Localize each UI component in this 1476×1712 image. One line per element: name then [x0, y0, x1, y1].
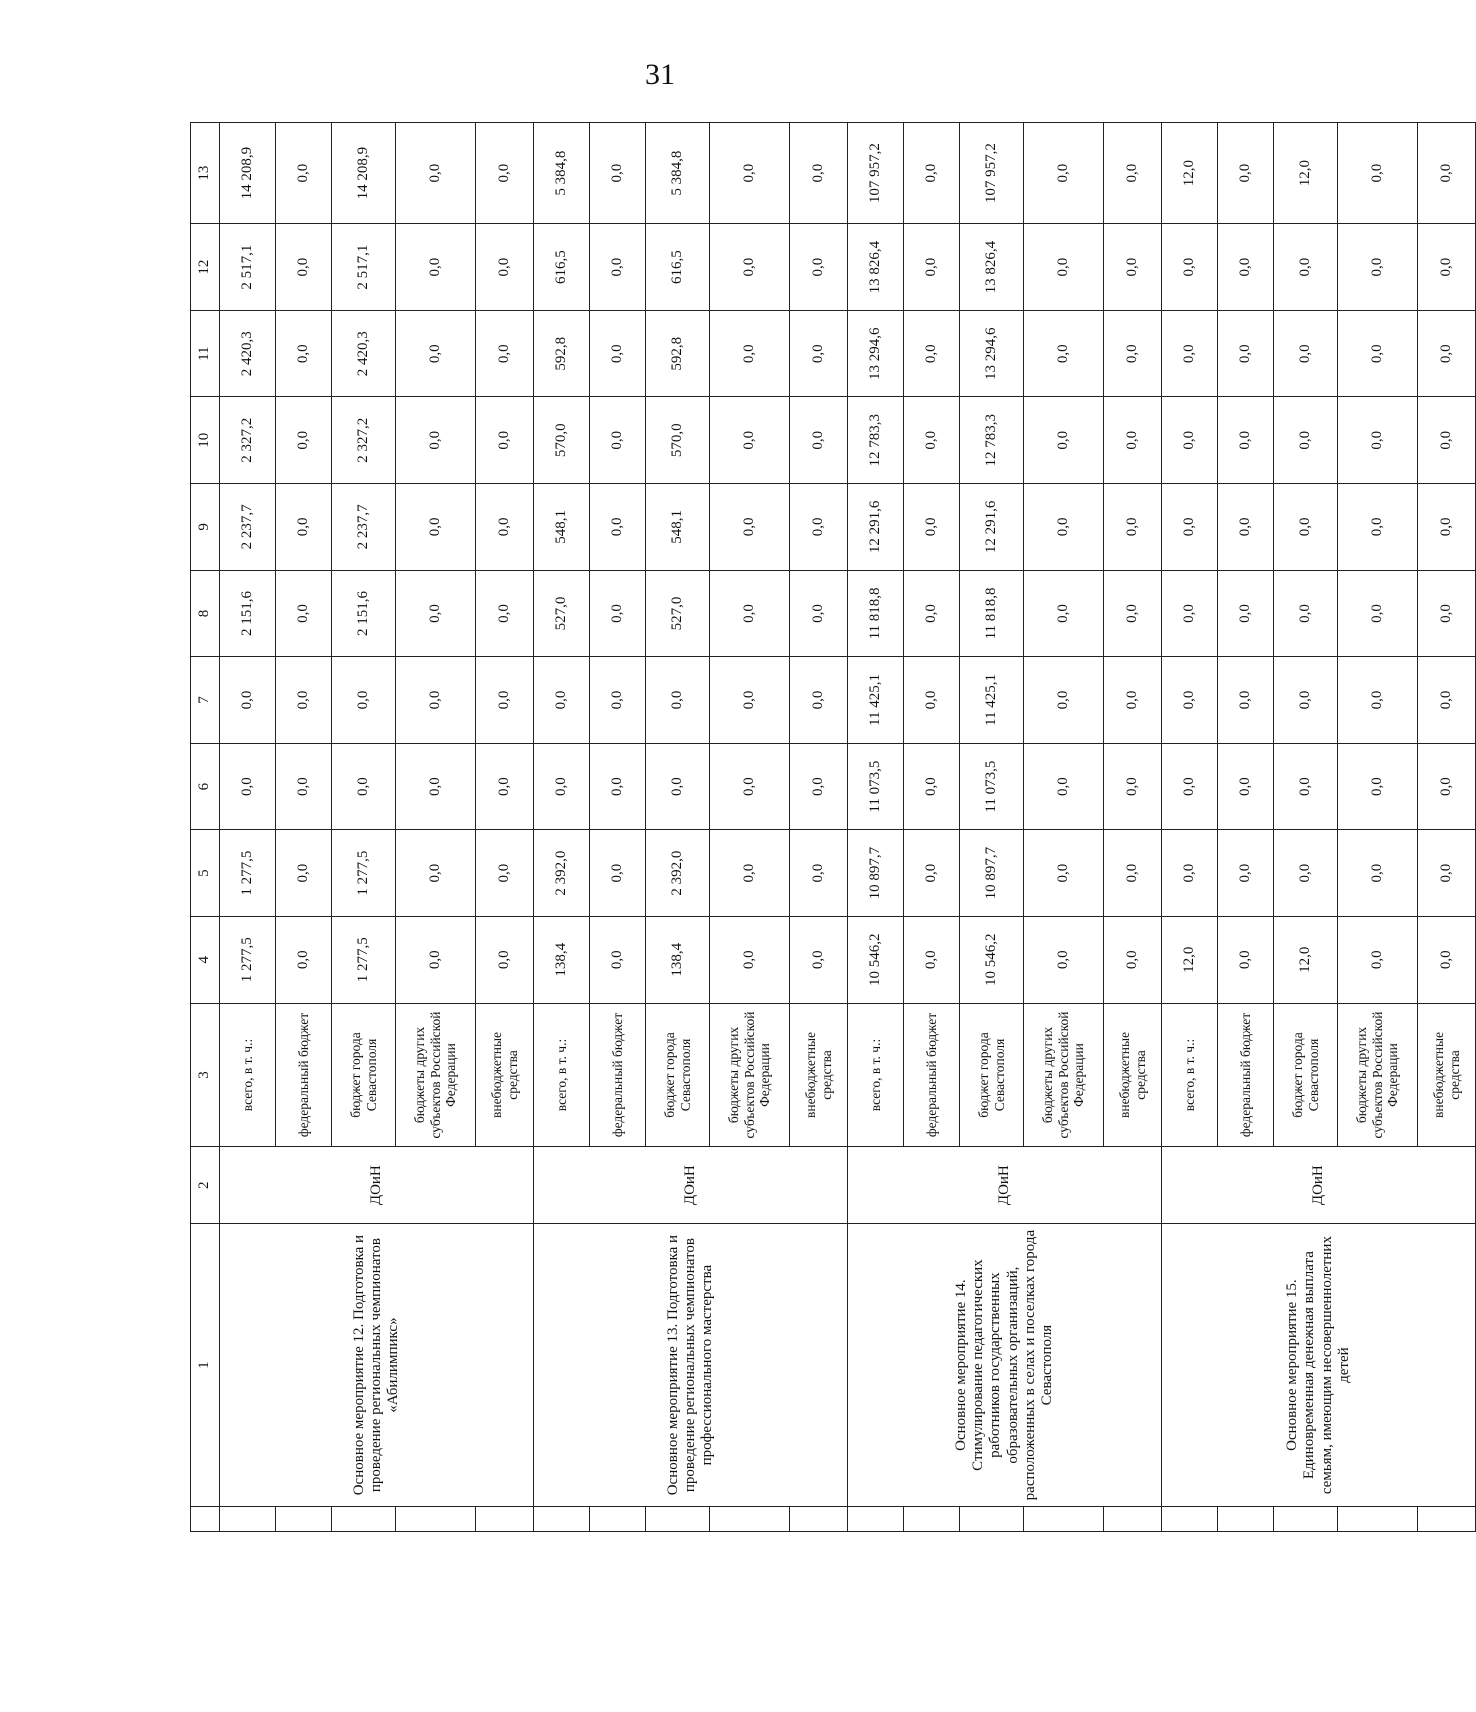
value-cell: 0,0 [1162, 484, 1218, 571]
value-cell: 616,5 [646, 224, 710, 311]
value-cell: 0,0 [1218, 224, 1274, 311]
value-cell: 0,0 [396, 224, 476, 311]
value-cell: 0,0 [396, 397, 476, 484]
column-number-row [191, 123, 220, 1532]
value-cell: 12 783,3 [960, 397, 1024, 484]
value-cell: 0,0 [1418, 916, 1476, 1003]
activity-title-cell: Основное мероприятие 14. Стимулирование педагогических работников государственных образовательных организаций, расположенных в селах и поселках города Севастополя [848, 1223, 1162, 1506]
value-cell: 2 237,7 [220, 484, 276, 571]
column-number-cell: 9 [191, 484, 220, 571]
value-cell: 0,0 [476, 224, 534, 311]
value-cell: 12 291,6 [960, 484, 1024, 571]
value-cell: 0,0 [220, 657, 276, 744]
value-cell: 0,0 [1338, 123, 1418, 224]
value-cell: 0,0 [646, 743, 710, 830]
value-cell: 12,0 [1274, 916, 1338, 1003]
value-cell: 548,1 [534, 484, 590, 571]
table-body [191, 123, 1476, 1532]
funding-source-cell: всего, в т. ч.: [220, 1003, 276, 1147]
value-cell: 0,0 [1024, 570, 1104, 657]
value-cell: 0,0 [710, 830, 790, 917]
value-cell: 0,0 [790, 570, 848, 657]
value-cell: 11 818,8 [848, 570, 904, 657]
value-cell: 0,0 [1418, 310, 1476, 397]
blank-cell [1162, 1507, 1218, 1532]
table-row [220, 123, 276, 1532]
value-cell: 0,0 [220, 743, 276, 830]
value-cell: 0,0 [1274, 397, 1338, 484]
value-cell: 0,0 [904, 397, 960, 484]
value-cell: 11 818,8 [960, 570, 1024, 657]
funding-source-cell: федеральный бюджет [904, 1003, 960, 1147]
value-cell: 10 546,2 [848, 916, 904, 1003]
table-row [534, 123, 590, 1532]
column-number-cell: 2 [191, 1147, 220, 1223]
blank-cell [1024, 1507, 1104, 1532]
value-cell: 13 826,4 [848, 224, 904, 311]
column-number-cell: 7 [191, 657, 220, 744]
value-cell: 0,0 [1338, 484, 1418, 571]
value-cell: 0,0 [1418, 397, 1476, 484]
budget-table [190, 122, 1476, 1532]
blank-cell [790, 1507, 848, 1532]
value-cell: 0,0 [1338, 830, 1418, 917]
value-cell: 0,0 [534, 743, 590, 830]
value-cell: 0,0 [332, 743, 396, 830]
funding-source-cell: бюджет города Севастополя [646, 1003, 710, 1147]
value-cell: 0,0 [1024, 657, 1104, 744]
value-cell: 2 151,6 [332, 570, 396, 657]
value-cell: 138,4 [534, 916, 590, 1003]
value-cell: 13 294,6 [848, 310, 904, 397]
value-cell: 0,0 [1418, 570, 1476, 657]
value-cell: 11 425,1 [848, 657, 904, 744]
activity-title-cell: Основное мероприятие 12. Подготовка и проведение региональных чемпионатов «Абилимпикс» [220, 1223, 534, 1506]
value-cell: 14 208,9 [220, 123, 276, 224]
value-cell: 2 517,1 [220, 224, 276, 311]
column-number-cell: 12 [191, 224, 220, 311]
funding-source-cell: бюджет города Севастополя [960, 1003, 1024, 1147]
value-cell: 0,0 [1104, 916, 1162, 1003]
value-cell: 0,0 [1162, 397, 1218, 484]
value-cell: 2 327,2 [332, 397, 396, 484]
value-cell: 570,0 [646, 397, 710, 484]
value-cell: 0,0 [590, 397, 646, 484]
value-cell: 0,0 [276, 570, 332, 657]
funding-source-cell: бюджеты других субъектов Российской Федерации [396, 1003, 476, 1147]
blank-cell [534, 1507, 590, 1532]
value-cell: 0,0 [790, 830, 848, 917]
funding-source-cell: внебюджетные средства [1104, 1003, 1162, 1147]
value-cell: 0,0 [1274, 484, 1338, 571]
value-cell: 0,0 [1274, 657, 1338, 744]
column-number-cell [191, 1507, 220, 1532]
activity-title-cell: Основное мероприятие 13. Подготовка и проведение региональных чемпионатов профессионального мастерства [534, 1223, 848, 1506]
value-cell: 0,0 [1024, 310, 1104, 397]
value-cell: 0,0 [1338, 397, 1418, 484]
value-cell: 0,0 [646, 657, 710, 744]
column-number-cell: 5 [191, 830, 220, 917]
value-cell: 1 277,5 [332, 830, 396, 917]
value-cell: 1 277,5 [220, 830, 276, 917]
value-cell: 0,0 [1338, 657, 1418, 744]
column-number-cell: 8 [191, 570, 220, 657]
value-cell: 12 783,3 [848, 397, 904, 484]
value-cell: 0,0 [1338, 224, 1418, 311]
value-cell: 0,0 [476, 123, 534, 224]
value-cell: 0,0 [276, 484, 332, 571]
value-cell: 0,0 [790, 123, 848, 224]
value-cell: 12,0 [1162, 916, 1218, 1003]
value-cell: 570,0 [534, 397, 590, 484]
value-cell: 0,0 [590, 484, 646, 571]
executor-cell: ДОиН [534, 1147, 848, 1223]
blank-cell [276, 1507, 332, 1532]
value-cell: 0,0 [396, 123, 476, 224]
value-cell: 0,0 [476, 484, 534, 571]
value-cell: 2 420,3 [332, 310, 396, 397]
executor-cell: ДОиН [848, 1147, 1162, 1223]
value-cell: 0,0 [710, 484, 790, 571]
value-cell: 0,0 [1274, 743, 1338, 830]
funding-source-cell: бюджеты других субъектов Российской Федерации [1024, 1003, 1104, 1147]
blank-cell [476, 1507, 534, 1532]
value-cell: 0,0 [790, 310, 848, 397]
column-number-cell: 4 [191, 916, 220, 1003]
value-cell: 0,0 [904, 224, 960, 311]
value-cell: 2 151,6 [220, 570, 276, 657]
value-cell: 0,0 [904, 123, 960, 224]
value-cell: 0,0 [790, 224, 848, 311]
value-cell: 0,0 [1218, 743, 1274, 830]
value-cell: 0,0 [790, 743, 848, 830]
blank-cell [1218, 1507, 1274, 1532]
value-cell: 0,0 [476, 657, 534, 744]
value-cell: 0,0 [1162, 657, 1218, 744]
value-cell: 0,0 [1162, 310, 1218, 397]
funding-source-cell: всего, в т. ч.: [534, 1003, 590, 1147]
blank-cell [848, 1507, 904, 1532]
funding-source-cell: бюджеты других субъектов Российской Федерации [710, 1003, 790, 1147]
value-cell: 11 073,5 [960, 743, 1024, 830]
value-cell: 2 420,3 [220, 310, 276, 397]
value-cell: 0,0 [396, 830, 476, 917]
funding-source-cell: бюджет города Севастополя [1274, 1003, 1338, 1147]
value-cell: 0,0 [476, 310, 534, 397]
value-cell: 0,0 [276, 310, 332, 397]
value-cell: 11 425,1 [960, 657, 1024, 744]
column-number-cell: 1 [191, 1223, 220, 1506]
value-cell: 0,0 [590, 570, 646, 657]
value-cell: 0,0 [1218, 310, 1274, 397]
blank-cell [1338, 1507, 1418, 1532]
value-cell: 0,0 [1338, 310, 1418, 397]
value-cell: 0,0 [710, 570, 790, 657]
value-cell: 0,0 [1274, 830, 1338, 917]
value-cell: 0,0 [904, 830, 960, 917]
value-cell: 0,0 [1418, 224, 1476, 311]
value-cell: 0,0 [710, 743, 790, 830]
funding-source-cell: внебюджетные средства [476, 1003, 534, 1147]
value-cell: 0,0 [1418, 657, 1476, 744]
value-cell: 107 957,2 [960, 123, 1024, 224]
blank-cell [220, 1507, 276, 1532]
value-cell: 0,0 [790, 484, 848, 571]
value-cell: 0,0 [1218, 397, 1274, 484]
funding-source-cell: федеральный бюджет [590, 1003, 646, 1147]
value-cell: 0,0 [1218, 123, 1274, 224]
blank-cell [1104, 1507, 1162, 1532]
funding-source-cell: всего, в т. ч.: [1162, 1003, 1218, 1147]
value-cell: 0,0 [476, 397, 534, 484]
funding-source-cell: внебюджетные средства [1418, 1003, 1476, 1147]
value-cell: 0,0 [1024, 484, 1104, 571]
value-cell: 0,0 [904, 743, 960, 830]
value-cell: 0,0 [276, 123, 332, 224]
value-cell: 0,0 [534, 657, 590, 744]
value-cell: 0,0 [904, 570, 960, 657]
value-cell: 0,0 [904, 916, 960, 1003]
value-cell: 13 826,4 [960, 224, 1024, 311]
value-cell: 0,0 [396, 570, 476, 657]
value-cell: 10 897,7 [960, 830, 1024, 917]
blank-cell [1274, 1507, 1338, 1532]
value-cell: 1 277,5 [220, 916, 276, 1003]
page-number: 31 [645, 58, 675, 91]
value-cell: 0,0 [1218, 484, 1274, 571]
value-cell: 14 208,9 [332, 123, 396, 224]
blank-cell [590, 1507, 646, 1532]
value-cell: 0,0 [1338, 743, 1418, 830]
value-cell: 0,0 [396, 743, 476, 830]
funding-source-cell: бюджет города Севастополя [332, 1003, 396, 1147]
value-cell: 0,0 [590, 310, 646, 397]
value-cell: 2 392,0 [534, 830, 590, 917]
value-cell: 0,0 [1218, 570, 1274, 657]
value-cell: 12,0 [1274, 123, 1338, 224]
value-cell: 0,0 [904, 657, 960, 744]
executor-cell: ДОиН [220, 1147, 534, 1223]
value-cell: 0,0 [396, 916, 476, 1003]
value-cell: 592,8 [646, 310, 710, 397]
funding-source-cell: федеральный бюджет [276, 1003, 332, 1147]
value-cell: 0,0 [1418, 743, 1476, 830]
value-cell: 0,0 [1024, 916, 1104, 1003]
value-cell: 0,0 [1418, 484, 1476, 571]
value-cell: 107 957,2 [848, 123, 904, 224]
value-cell: 616,5 [534, 224, 590, 311]
value-cell: 0,0 [1024, 224, 1104, 311]
blank-cell [904, 1507, 960, 1532]
value-cell: 0,0 [1024, 830, 1104, 917]
blank-cell [710, 1507, 790, 1532]
value-cell: 0,0 [476, 916, 534, 1003]
column-number-cell: 13 [191, 123, 220, 224]
column-number-cell: 6 [191, 743, 220, 830]
value-cell: 0,0 [276, 397, 332, 484]
value-cell: 0,0 [1104, 657, 1162, 744]
table-row [848, 123, 904, 1532]
value-cell: 0,0 [904, 484, 960, 571]
column-number-cell: 3 [191, 1003, 220, 1147]
value-cell: 12 291,6 [848, 484, 904, 571]
value-cell: 0,0 [276, 224, 332, 311]
value-cell: 0,0 [1024, 743, 1104, 830]
value-cell: 10 546,2 [960, 916, 1024, 1003]
blank-cell [1418, 1507, 1476, 1532]
value-cell: 0,0 [396, 657, 476, 744]
value-cell: 10 897,7 [848, 830, 904, 917]
value-cell: 0,0 [1338, 916, 1418, 1003]
value-cell: 2 517,1 [332, 224, 396, 311]
value-cell: 5 384,8 [534, 123, 590, 224]
value-cell: 0,0 [590, 830, 646, 917]
value-cell: 0,0 [1024, 397, 1104, 484]
value-cell: 0,0 [590, 657, 646, 744]
value-cell: 0,0 [476, 743, 534, 830]
value-cell: 0,0 [1162, 830, 1218, 917]
value-cell: 0,0 [476, 570, 534, 657]
value-cell: 0,0 [1418, 830, 1476, 917]
value-cell: 527,0 [646, 570, 710, 657]
value-cell: 0,0 [1104, 123, 1162, 224]
value-cell: 0,0 [1338, 570, 1418, 657]
value-cell: 0,0 [590, 743, 646, 830]
value-cell: 0,0 [1274, 310, 1338, 397]
value-cell: 0,0 [1104, 830, 1162, 917]
value-cell: 0,0 [276, 657, 332, 744]
value-cell: 0,0 [276, 743, 332, 830]
value-cell: 0,0 [790, 657, 848, 744]
value-cell: 2 392,0 [646, 830, 710, 917]
value-cell: 0,0 [710, 397, 790, 484]
value-cell: 0,0 [1104, 224, 1162, 311]
value-cell: 0,0 [904, 310, 960, 397]
value-cell: 1 277,5 [332, 916, 396, 1003]
value-cell: 0,0 [1418, 123, 1476, 224]
table-row [1162, 123, 1218, 1532]
blank-cell [960, 1507, 1024, 1532]
value-cell: 592,8 [534, 310, 590, 397]
blank-cell [396, 1507, 476, 1532]
value-cell: 138,4 [646, 916, 710, 1003]
value-cell: 0,0 [1162, 570, 1218, 657]
value-cell: 0,0 [1104, 484, 1162, 571]
executor-cell: ДОиН [1162, 1147, 1476, 1223]
value-cell: 0,0 [590, 123, 646, 224]
value-cell: 0,0 [1104, 310, 1162, 397]
value-cell: 0,0 [790, 397, 848, 484]
value-cell: 0,0 [590, 916, 646, 1003]
value-cell: 0,0 [1218, 657, 1274, 744]
value-cell: 0,0 [710, 224, 790, 311]
value-cell: 0,0 [710, 657, 790, 744]
activity-title-cell: Основное мероприятие 15. Единовременная денежная выплата семьям, имеющим несовершеннолетних детей [1162, 1223, 1476, 1506]
blank-cell [332, 1507, 396, 1532]
funding-source-cell: внебюджетные средства [790, 1003, 848, 1147]
rotated-table-container [190, 122, 1462, 1532]
column-number-cell: 11 [191, 310, 220, 397]
value-cell: 0,0 [590, 224, 646, 311]
value-cell: 548,1 [646, 484, 710, 571]
value-cell: 0,0 [396, 484, 476, 571]
value-cell: 0,0 [1162, 743, 1218, 830]
value-cell: 0,0 [1162, 224, 1218, 311]
value-cell: 2 237,7 [332, 484, 396, 571]
value-cell: 12,0 [1162, 123, 1218, 224]
blank-cell [646, 1507, 710, 1532]
value-cell: 527,0 [534, 570, 590, 657]
funding-source-cell: федеральный бюджет [1218, 1003, 1274, 1147]
value-cell: 0,0 [1274, 224, 1338, 311]
value-cell: 0,0 [790, 916, 848, 1003]
value-cell: 0,0 [1104, 570, 1162, 657]
funding-source-cell: бюджеты других субъектов Российской Федерации [1338, 1003, 1418, 1147]
value-cell: 0,0 [710, 123, 790, 224]
value-cell: 0,0 [1218, 916, 1274, 1003]
value-cell: 0,0 [276, 916, 332, 1003]
value-cell: 11 073,5 [848, 743, 904, 830]
value-cell: 2 327,2 [220, 397, 276, 484]
value-cell: 0,0 [276, 830, 332, 917]
value-cell: 0,0 [1274, 570, 1338, 657]
value-cell: 0,0 [396, 310, 476, 397]
value-cell: 5 384,8 [646, 123, 710, 224]
value-cell: 0,0 [710, 310, 790, 397]
value-cell: 0,0 [1104, 743, 1162, 830]
value-cell: 0,0 [1104, 397, 1162, 484]
value-cell: 0,0 [476, 830, 534, 917]
value-cell: 0,0 [1218, 830, 1274, 917]
funding-source-cell: всего, в т. ч.: [848, 1003, 904, 1147]
value-cell: 0,0 [1024, 123, 1104, 224]
value-cell: 13 294,6 [960, 310, 1024, 397]
value-cell: 0,0 [710, 916, 790, 1003]
column-number-cell: 10 [191, 397, 220, 484]
value-cell: 0,0 [332, 657, 396, 744]
